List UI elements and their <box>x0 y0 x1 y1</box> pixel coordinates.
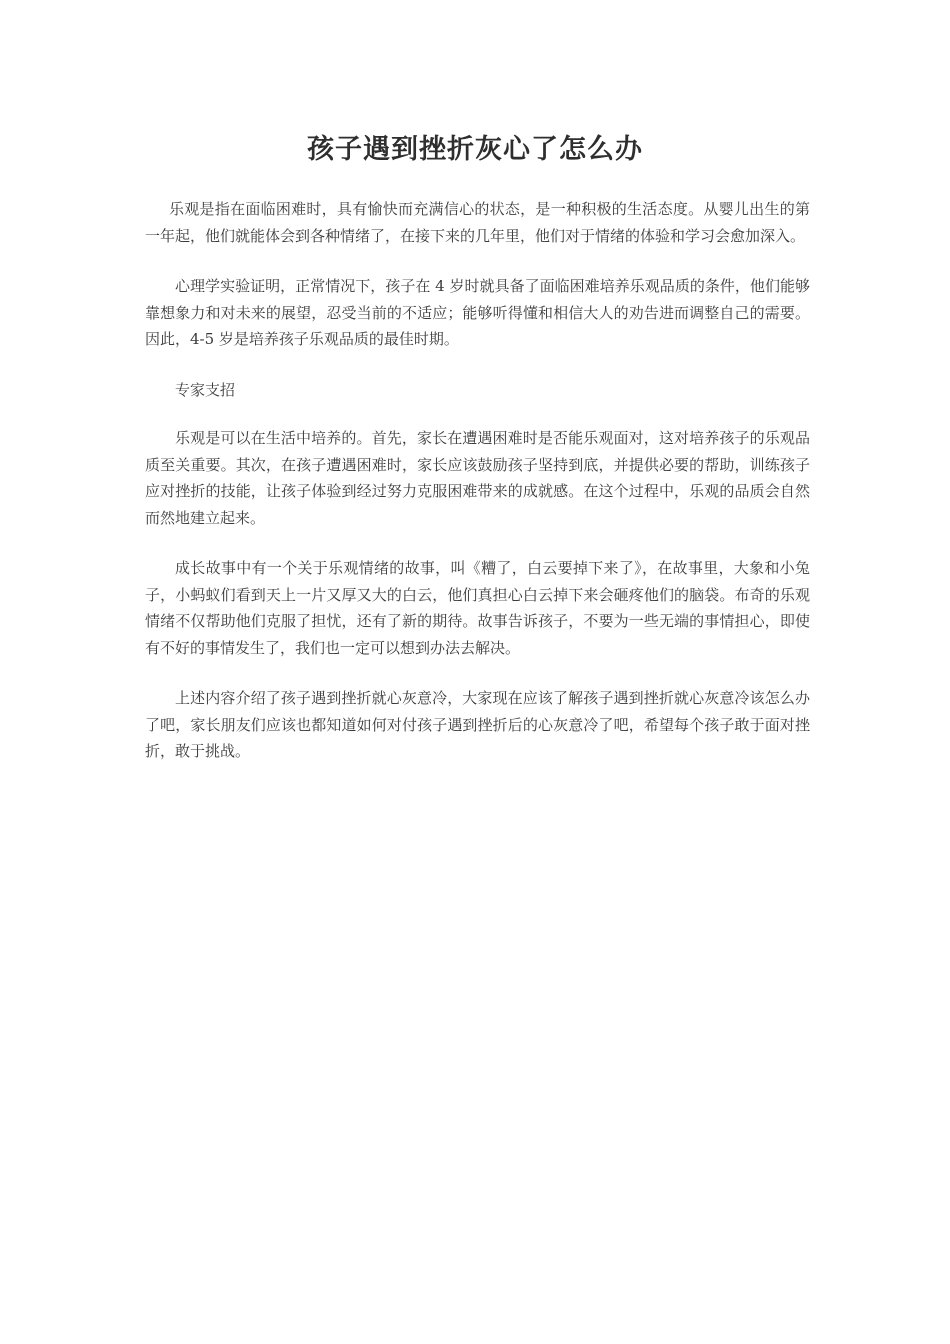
paragraph-story: 成长故事中有一个关于乐观情绪的故事，叫《糟了，白云要掉下来了》，在故事里，大象和小兔子，小蚂蚁们看到天上一片又厚又大的白云，他们真担心白云掉下来会砸疼他们的脑袋。布奇的乐观情绪不仅帮助他们克服了担忧，还有了新的期待。故事告诉孩子，不要为一些无端的事情担心，即使有不好的事情发生了，我们也一定可以想到办法去解决。 <box>145 559 810 657</box>
section-heading-expert-tips: 专家支招 <box>175 380 236 399</box>
paragraph-cultivating-optimism: 乐观是可以在生活中培养的。首先，家长在遭遇困难时是否能乐观面对，这对培养孩子的乐观品质至关重要。其次，在孩子遭遇困难时，家长应该鼓励孩子坚持到底，并提供必要的帮助，训练孩子应对挫折的技能，让孩子体验到经过努力克服困难带来的成就感。在这个过程中，乐观的品质会自然而然地建立起来。 <box>145 429 810 527</box>
document-title: 孩子遇到挫折灰心了怎么办 <box>307 134 643 165</box>
paragraph-optimism-definition: 乐观是指在面临困难时，具有愉快而充满信心的状态，是一种积极的生活态度。从婴儿出生的第一年起，他们就能体会到各种情绪了，在接下来的几年里，他们对于情绪的体验和学习会愈加深入。 <box>145 200 810 245</box>
document-body <box>145 196 810 789</box>
paragraph-psychology-experiment: 心理学实验证明，正常情况下，孩子在 4 岁时就具备了面临困难培养乐观品质的条件，他们能够靠想象力和对未来的展望，忍受当前的不适应；能够听得懂和相信大人的劝告进而调整自己的需要。因此，4-5 岁是培养孩子乐观品质的最佳时期。 <box>145 277 810 348</box>
paragraph-conclusion: 上述内容介绍了孩子遇到挫折就心灰意冷，大家现在应该了解孩子遇到挫折就心灰意冷该怎么办了吧，家长朋友们应该也都知道如何对付孩子遇到挫折后的心灰意冷了吧，希望每个孩子敢于面对挫折，敢于挑战。 <box>145 689 810 760</box>
